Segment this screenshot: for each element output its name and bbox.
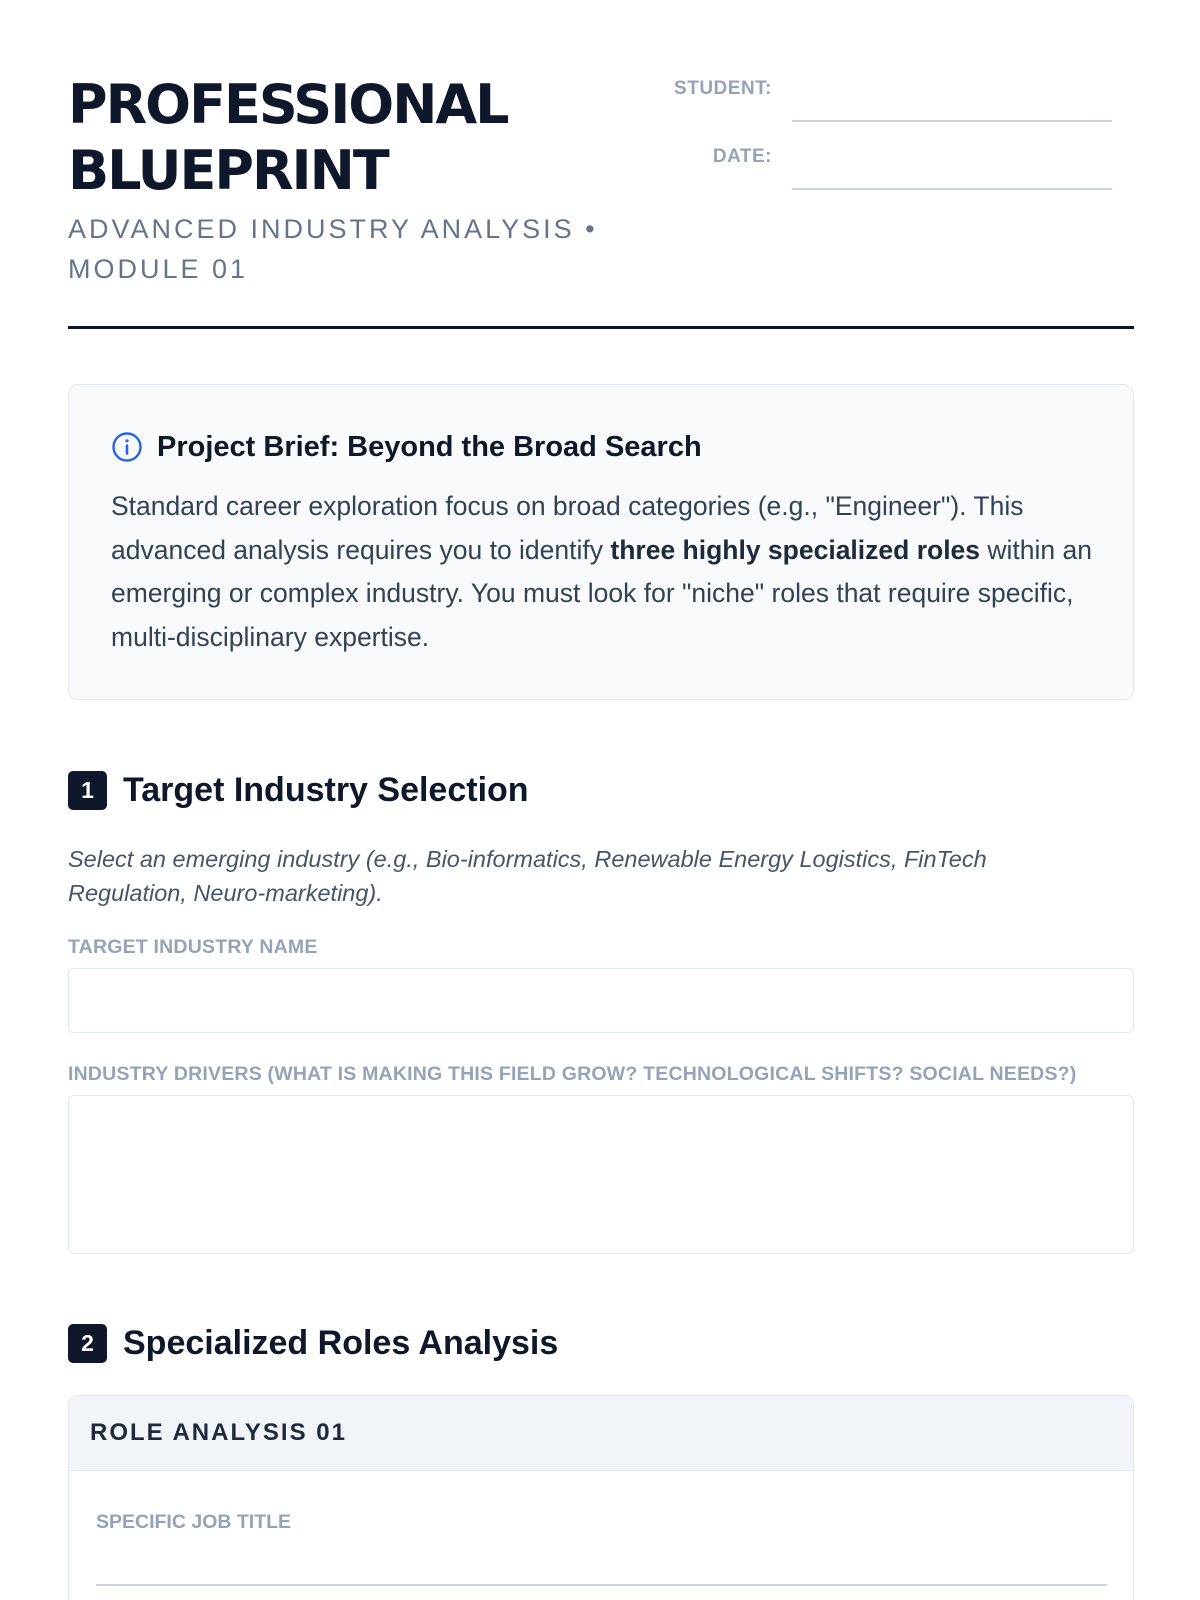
brief-title: Project Brief: Beyond the Broad Search — [157, 430, 702, 463]
industry-name-input[interactable] — [68, 968, 1134, 1033]
worksheet-page — [68, 0, 1134, 1533]
role-analysis-card — [68, 1395, 1134, 1600]
date-field — [662, 146, 1112, 190]
page-title — [68, 72, 668, 204]
section-2-heading — [68, 1324, 558, 1363]
student-field — [662, 78, 1112, 122]
section-title: Target Industry Selection — [123, 771, 529, 809]
title-line-2: BLUEPRINT — [68, 139, 388, 202]
section-number-badge: 1 — [68, 771, 107, 810]
date-input-line[interactable] — [792, 188, 1112, 190]
section-number-badge: 2 — [68, 1324, 107, 1363]
date-label: DATE: — [712, 146, 772, 167]
industry-drivers-textarea[interactable] — [68, 1095, 1134, 1254]
brief-text-part-1: Standard career exploration focus on broad categories (e.g., "Engineer"). This advanced analysis requires you to identify — [111, 491, 1024, 565]
page-subtitle: ADVANCED INDUSTRY ANALYSIS • MODULE 01 — [68, 214, 598, 284]
header-divider — [68, 326, 1134, 329]
industry-drivers-label: INDUSTRY DRIVERS (WHAT IS MAKING THIS FIELD GROW? TECHNOLOGICAL SHIFTS? SOCIAL NEEDS?) — [68, 1063, 1077, 1085]
student-input-line[interactable] — [792, 120, 1112, 122]
title-line-1: PROFESSIONAL — [68, 73, 508, 136]
student-label: STUDENT: — [674, 78, 772, 99]
role-card-header: ROLE ANALYSIS 01 — [69, 1396, 1133, 1471]
section-title: Specialized Roles Analysis — [123, 1324, 559, 1362]
brief-text — [111, 485, 1093, 659]
job-title-input-line[interactable] — [96, 1584, 1107, 1586]
section-1-description: Select an emerging industry (e.g., Bio-informatics, Renewable Energy Logistics, FinTech Regulation, Neuro-marketing). — [68, 846, 987, 906]
industry-name-label: TARGET INDUSTRY NAME — [68, 936, 318, 958]
project-brief-box — [68, 384, 1134, 700]
section-1-heading — [68, 771, 529, 810]
info-icon — [111, 431, 143, 463]
worksheet-header — [68, 0, 1134, 330]
brief-text-part-2: within an emerging or complex industry. You must look for "niche" roles that require specific, multi-disciplinary expertise. — [111, 534, 1092, 652]
brief-text-emphasis: three highly specialized roles — [610, 534, 981, 565]
job-title-label: SPECIFIC JOB TITLE — [96, 1511, 292, 1533]
brief-heading — [111, 429, 1093, 465]
